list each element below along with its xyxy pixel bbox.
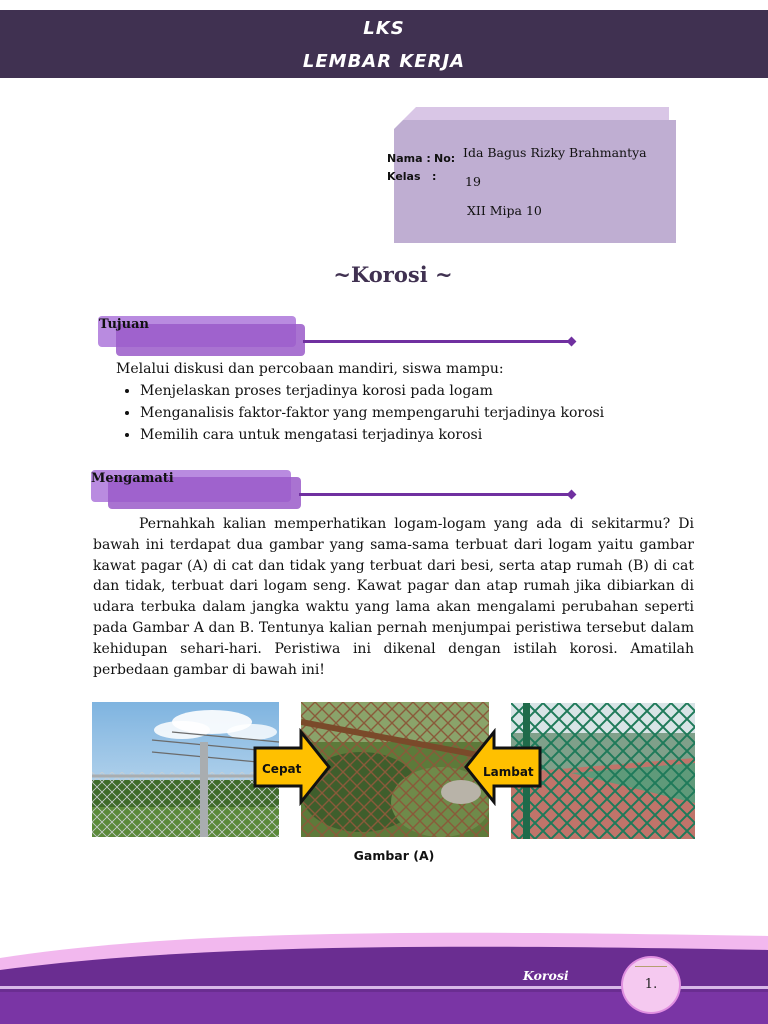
arrow-label-lambat: Lambat	[483, 765, 534, 779]
arrow-label-cepat: Cepat	[262, 762, 302, 776]
page-header	[0, 10, 768, 78]
header-title-lks: LKS	[363, 18, 405, 39]
header-title-lembar-kerja: LEMBAR KERJA	[302, 51, 466, 72]
page-title: ~Korosi ~	[333, 262, 453, 287]
goals-list	[116, 380, 604, 446]
section-title-mengamati: Mengamati	[91, 471, 174, 486]
section-title-tujuan: Tujuan	[99, 317, 149, 332]
goal-item: • Memilih cara untuk mengatasi terjadinya korosi	[140, 424, 604, 446]
label-nama: Nama :	[387, 152, 431, 165]
page-number: 1.	[644, 977, 658, 992]
goal-item: • Menganalisis faktor-faktor yang mempengaruhi terjadinya korosi	[140, 402, 604, 424]
tujuan-divider-diamond	[567, 337, 577, 347]
identity-box-corner	[386, 107, 416, 137]
photo-barbed-wire-fence	[92, 702, 279, 837]
mengamati-divider	[299, 493, 571, 496]
mengamati-divider-diamond	[567, 490, 577, 500]
tujuan-intro: Melalui diskusi dan percobaan mandiri, siswa mampu:	[116, 361, 504, 377]
label-kelas: Kelas :	[387, 170, 437, 183]
figure-caption: Gambar (A)	[353, 848, 435, 863]
value-nama: Ida Bagus Rizky Brahmantya	[463, 145, 647, 160]
value-kelas: XII Mipa 10	[467, 203, 542, 218]
page-badge-line	[635, 966, 667, 967]
goal-item: • Menjelaskan proses terjadinya korosi pada logam	[140, 380, 604, 402]
value-no: 19	[465, 174, 481, 189]
tujuan-divider	[303, 340, 571, 343]
label-no: No:	[434, 152, 456, 165]
mengamati-paragraph: Pernahkah kalian memperhatikan logam-logam yang ada di sekitarmu? Di bawah ini terdapat dua gambar yang sama-sama terbuat dari logam yaitu gambar kawat pagar (A) di cat dan tidak yang terbuat dari besi, serta atap rumah (B) di cat dan tidak, terbuat dari logam seng. Kawat pagar dan atap rumah jika dibiarkan di udara terbuka dalam jangka waktu yang lama akan mengalami perubahan seperti pada Gambar A dan B. Tentunya kalian pernah menjumpai peristiwa tersebut dalam kehidupan sehari-hari. Peristiwa ini dikenal dengan istilah korosi. Amatilah perbedaan gambar di bawah ini!	[93, 516, 694, 678]
footer-label: Korosi	[523, 968, 569, 983]
